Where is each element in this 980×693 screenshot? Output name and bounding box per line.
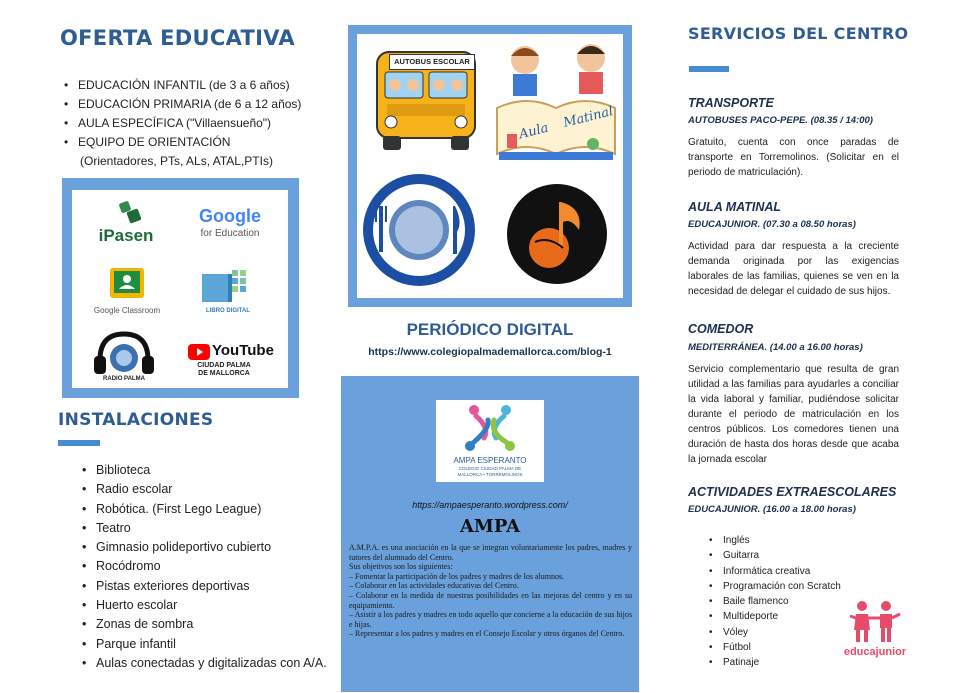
kids-icon — [842, 600, 908, 644]
radio-palma-logo[interactable] — [86, 330, 162, 384]
list-item: • Huerto escolar — [96, 596, 356, 615]
periodico-title: PERIÓDICO DIGITAL — [406, 320, 574, 339]
list-item: • EDUCACIÓN INFANTIL (de 3 a 6 años) — [78, 76, 338, 95]
youtube-logo[interactable] — [188, 342, 280, 382]
periodico-link[interactable]: https://www.colegiopalmademallorca.com/blog-1 — [368, 346, 612, 358]
instalaciones-divider — [58, 440, 100, 446]
oferta-title: OFERTA EDUCATIVA — [60, 26, 295, 50]
aula-matinal-heading: AULA MATINAL — [688, 200, 782, 214]
list-item: • Baile flamenco — [723, 594, 873, 609]
list-item: • Teatro — [96, 519, 356, 538]
libro-label: LIBRO DIGITAL — [206, 308, 250, 314]
list-item: • Inglés — [723, 533, 873, 548]
list-item: • Vóley — [723, 625, 873, 640]
aula-word: Aula — [517, 120, 551, 143]
transporte-text: Gratuito, cuenta con once paradas de transporte en Torremolinos. (Solicitar en el periodo de matriculación). — [688, 137, 899, 178]
comedor-text: Servicio complementario que resulta de gran utilidad a las familias para ayudarles a conciliar la vida laboral y familiar, pudiéndose solicitar durante el periodo de matriculación en los centros públicos. Los comedores tienen una duración de hasta dos horas desde que acaba la jornada escolar — [688, 364, 899, 465]
list-item: • Rocódromo — [96, 557, 356, 576]
list-item: • EDUCACIÓN PRIMARIA (de 6 a 12 años) — [78, 95, 338, 114]
google-label — [184, 206, 276, 227]
list-item: • Guitarra — [723, 548, 873, 563]
list-item: • EQUIPO DE ORIENTACIÓN — [78, 133, 338, 152]
educajunior-label: educajunior — [843, 646, 907, 658]
extraescolares-sub: EDUCAJUNIOR. (16.00 a 18.00 horas) — [688, 504, 856, 515]
list-item: • Robótica. (First Lego League) — [96, 500, 356, 519]
youtube-play-icon — [188, 344, 210, 360]
ipasen-label: iPasen — [98, 226, 154, 245]
servicios-divider — [689, 66, 729, 72]
comedor-sub: MEDITERRÁNEA. (14.00 a 16.00 horas) — [688, 342, 863, 353]
list-item: • AULA ESPECÍFICA ("Villaensueño") — [78, 114, 338, 133]
youtube-sub1: CIUDAD PALMA — [197, 362, 251, 369]
ipasen-icon — [86, 200, 166, 228]
list-item: • Radio escolar — [96, 480, 356, 499]
services-image-inner — [357, 34, 623, 298]
google-education-logo[interactable] — [184, 206, 276, 246]
ampa-logo[interactable] — [436, 400, 544, 482]
classroom-logo[interactable] — [82, 268, 172, 318]
ampa-text-line: – Colaborar en la medida de nuestras posibilidades en las mejoras del centro y en su equipamiento. — [349, 590, 632, 610]
ampa-link[interactable]: https://ampaesperanto.wordpress.com/ — [412, 500, 568, 510]
list-item: • Patinaje — [723, 655, 873, 670]
list-item: • Pistas exteriores deportivas — [96, 577, 356, 596]
extraescolares-heading: ACTIVIDADES EXTRAESCOLARES — [688, 485, 897, 499]
google-word: Google — [199, 206, 261, 226]
list-item: • Fútbol — [723, 640, 873, 655]
ampa-text-line: – Asistir a los padres y madres en todo aquello que concierne a la educación de sus hijos e hijas. — [349, 610, 632, 629]
ampa-logo-sub1: COLEGIO CIUDAD PALMA DE — [458, 466, 522, 471]
list-item: • Aulas conectadas y digitalizadas con A/A. — [96, 654, 356, 673]
transporte-heading: TRANSPORTE — [688, 96, 774, 110]
instalaciones-title: INSTALACIONES — [58, 410, 214, 430]
aula-matinal-book-icon — [493, 38, 619, 166]
ampa-text-line: A.M.P.A. es una asociación en la que se integran voluntariamente los padres, madres y tutores del alumnado del Centro. — [349, 543, 632, 562]
aula-matinal-sub: EDUCAJUNIOR. (07.30 a 08.50 horas) — [688, 219, 856, 230]
list-item: • Parque infantil — [96, 635, 356, 654]
ampa-title: AMPA — [459, 516, 521, 537]
classroom-label: Google Classroom — [93, 306, 161, 315]
oferta-list — [60, 76, 338, 171]
youtube-label: YouTube — [212, 342, 274, 359]
ampa-text-line: – Fomentar la participación de los padres y madres de los alumnos. — [349, 571, 565, 581]
music-logo-icon — [505, 182, 609, 286]
comedor-heading: COMEDOR — [688, 322, 754, 336]
ipasen-logo[interactable] — [86, 200, 166, 250]
ampa-text — [349, 543, 632, 639]
bus-sign: AUTOBUS ESCOLAR — [389, 54, 475, 70]
ampa-text-line: – Representar a los padres y madres en el Consejo Escolar y otros órganos del Centro. — [349, 629, 625, 639]
comedor-plate-icon — [361, 172, 477, 288]
ampa-text-line: Sus objetivos son los siguientes: — [349, 562, 453, 572]
google-sub-label: for Education — [200, 228, 260, 239]
list-item: (Orientadores, PTs, ALs, ATAL,PTIs) — [80, 154, 273, 168]
libro-digital-logo[interactable] — [188, 268, 268, 318]
transporte-sub: AUTOBUSES PACO-PEPE. (08.35 / 14:00) — [688, 115, 873, 126]
youtube-sub2: DE MALLORCA — [198, 370, 250, 377]
servicios-title: SERVICIOS DEL CENTRO — [688, 24, 909, 43]
list-item: • Zonas de sombra — [96, 615, 356, 634]
headphones-icon — [86, 330, 162, 378]
list-item: • Biblioteca — [96, 461, 356, 480]
list-item: • Informática creativa — [723, 564, 873, 579]
ampa-people-icon — [460, 402, 520, 454]
list-item: • Programación con Scratch — [723, 579, 873, 594]
list-item: • Gimnasio polideportivo cubierto — [96, 538, 356, 557]
instalaciones-list — [78, 461, 356, 673]
ampa-logo-name: AMPA ESPERANTO — [453, 456, 527, 465]
educajunior-logo — [842, 600, 908, 664]
matinal-word: Matinal — [561, 104, 615, 131]
radio-label: RADIO PALMA — [103, 376, 145, 382]
book-icon — [188, 268, 268, 306]
classroom-icon — [82, 268, 172, 302]
logos-panel-inner — [72, 190, 288, 388]
list-item: • Multideporte — [723, 609, 873, 624]
ampa-logo-sub2: MALLORCA • TORREMOLINOS — [457, 472, 523, 477]
ampa-text-line: – Colaborar en las actividades educativas del Centro. — [349, 581, 519, 591]
aula-matinal-text: Actividad para dar respuesta a la creciente demanda originada por las exigencias laborales de las familias, quienes se ven en la necesidad de delegar el cuidado de sus hijos. — [688, 241, 899, 297]
